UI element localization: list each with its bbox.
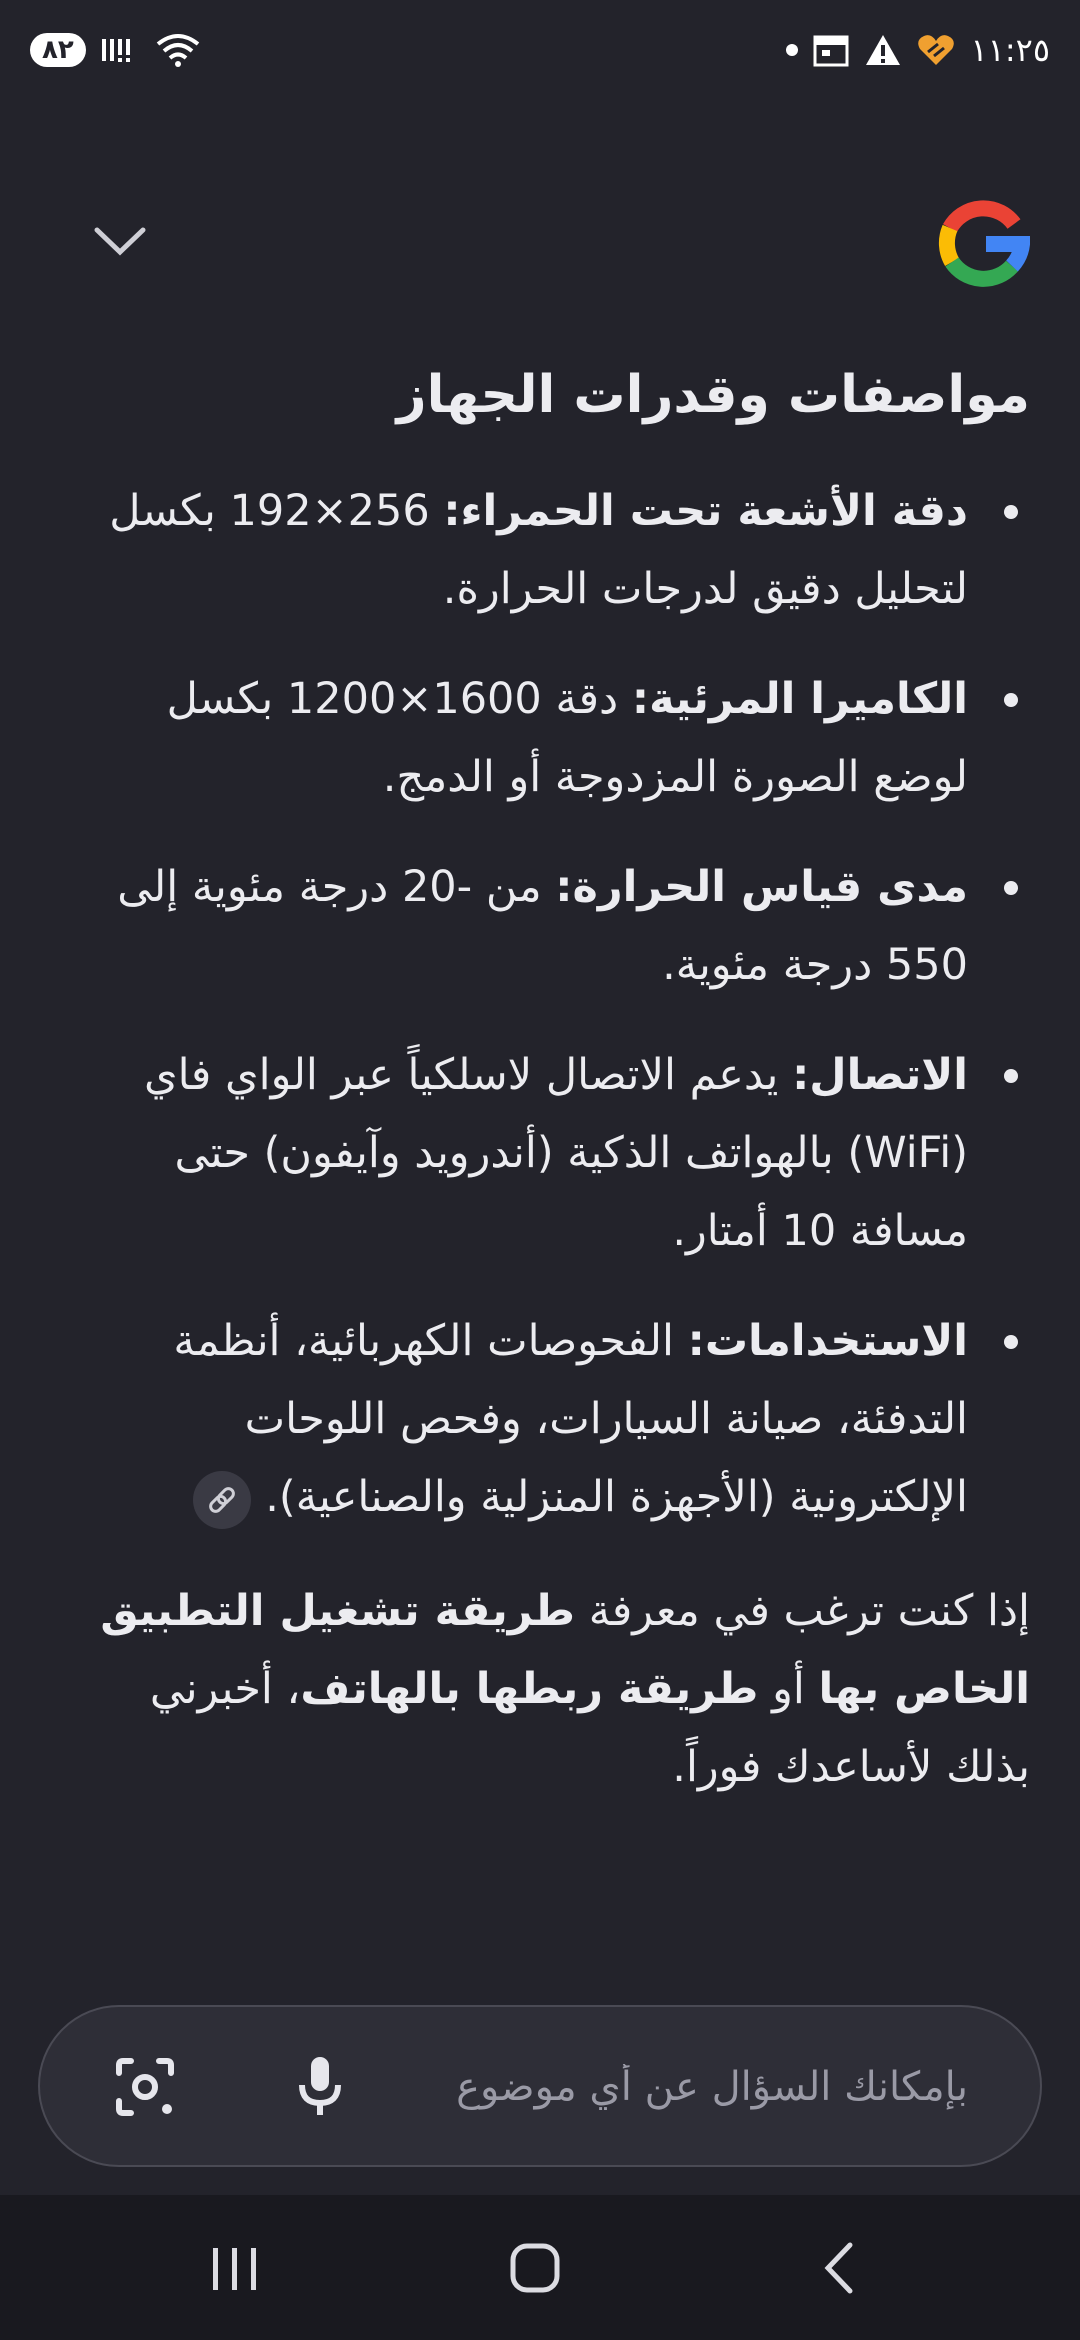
closing-bold: طريقة تشغيل التطبيق الخاص بها (100, 1586, 1030, 1714)
list-item (60, 1302, 1030, 1536)
lens-button[interactable] (105, 2047, 185, 2127)
signal-icon (100, 33, 140, 67)
recents-button[interactable] (195, 2233, 275, 2303)
answer-heading: مواصفات وقدرات الجهاز (396, 365, 1030, 425)
home-icon (495, 2233, 575, 2303)
closing-text: إذا كنت ترغب في معرفة (575, 1586, 1030, 1636)
recents-icon (195, 2233, 275, 2303)
source-link-button[interactable] (193, 1471, 251, 1529)
spec-text: 256×192 بكسل لتحليل دقيق لدرجات الحرارة. (109, 486, 968, 614)
google-lens-icon (105, 2047, 185, 2127)
status-right (786, 31, 1050, 69)
spec-text: دقة 1600×1200 بكسل لوضع الصورة المزدوجة أو الدمج. (166, 674, 968, 802)
app-notification-icon (916, 32, 956, 68)
battery-indicator: ٨٢ (30, 33, 86, 67)
assistant-header (0, 190, 1080, 300)
navigation-bar (0, 2195, 1080, 2340)
link-icon (205, 1483, 239, 1517)
list-item (60, 660, 1030, 816)
list-item (60, 848, 1030, 1004)
ask-input[interactable] (346, 2007, 970, 2167)
calendar-icon (812, 32, 850, 68)
answer-content (60, 360, 1030, 1806)
spec-label: مدى قياس الحرارة: (555, 862, 968, 912)
status-left (30, 30, 202, 70)
chevron-down-icon (85, 210, 155, 270)
clock: ١١:٢٥ (970, 31, 1050, 69)
spec-label: دقة الأشعة تحت الحمراء: (443, 486, 968, 536)
spec-text: من -20 درجة مئوية إلى 550 درجة مئوية. (117, 862, 968, 990)
back-button[interactable] (800, 2233, 880, 2303)
list-item (60, 472, 1030, 628)
wifi-icon (154, 30, 202, 70)
ask-bar (38, 2005, 1042, 2167)
home-button[interactable] (495, 2233, 575, 2303)
list-item (60, 1036, 1030, 1270)
back-icon (800, 2233, 880, 2303)
spec-label: الاتصال: (792, 1050, 968, 1100)
warning-icon (864, 32, 902, 68)
spec-label: الكاميرا المرئية: (631, 674, 968, 724)
closing-text: ، أخبرني بذلك لأساعدك فوراً. (149, 1664, 1030, 1792)
spec-label: الاستخدامات: (687, 1316, 968, 1366)
google-g-icon (938, 198, 1030, 290)
closing-bold: طريقة ربطها بالهاتف (300, 1664, 759, 1714)
spec-text: يدعم الاتصال لاسلكياً عبر الواي فاي (WiFi) بالهواتف الذكية (أندرويد وآيفون) حتى مسافة 10 أمتار. (144, 1050, 968, 1256)
closing-paragraph (60, 1572, 1030, 1806)
closing-text: أو (758, 1664, 819, 1714)
collapse-button[interactable] (85, 210, 155, 270)
notification-dot-icon (786, 44, 798, 56)
spec-text: الفحوصات الكهربائية، أنظمة التدفئة، صيانة السيارات، وفحص اللوحات الإلكترونية (الأجهزة المنزلية والصناعية). (173, 1316, 968, 1522)
specs-list (60, 472, 1030, 1536)
status-bar (0, 0, 1080, 100)
